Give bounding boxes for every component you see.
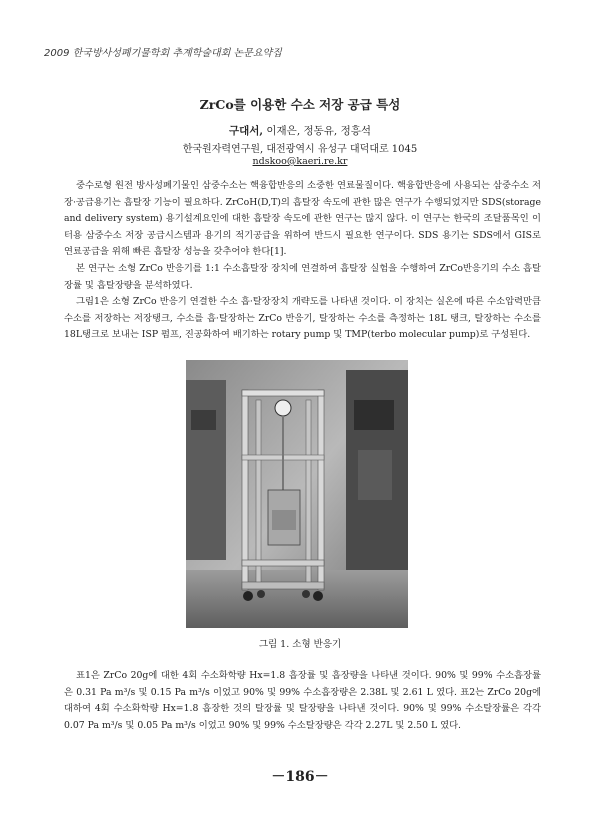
affiliation: 한국원자력연구원, 대전광역시 유성구 대덕대로 1045 [182,144,418,155]
body-text-results [64,668,541,734]
author-email: ndskoo@kaeri.re.kr [252,156,348,167]
running-header: 2009 한국방사성폐기물학회 추계학술대회 논문요약집 [44,48,282,59]
presenting-author: 구대서, [228,125,264,137]
page-number: －186－ [271,769,329,785]
paragraph-3: 그림1은 소형 ZrCo 반응기 연결한 수소 흡·탈장장치 개략도를 나타낸 것이다. 이 장치는 실온에 따른 수소압력만큼 수소를 저장하는 저장탱크, 수소를 흡·탈장하는 ZrCo 반응기, 탈장하는 수소를 측정하는 18L 탱크, 탈장하는 수소를 18L탱크로 보내는 ISP 펌프, 진공화하여 배기하는 rotary pump 및 TMP(terbo molecular pump)로 구성된다. [64,296,541,341]
paragraph-1: 중수로형 원전 방사성폐기물인 삼중수소는 핵융합반응의 소중한 연료물질이다. 핵융합반응에 사용되는 삼중수소 저장·공급용기는 흡탈장 기능이 필요하다. ZrCoH(D,T)의 흡탈장 속도에 관한 많은 연구가 수행되었지만 SDS(storage and delivery system) 용기설계요인에 대한 흡탈장 속도에 관한 연구는 많지 않다. 이 연구는 한국의 조달품목인 이터용 삼중수소 저장 공급시스템과 용기의 적기공급을 위하여 반드시 필요한 연구이다. SDS 용기는 SDS에서 GIS로 연료공급을 위해 빠른 흡탈장 성능을 갖추어야 한다[1]. [64,180,541,258]
paper-title: ZrCo를 이용한 수소 저장 공급 특성 [199,97,401,112]
body-text [64,178,541,344]
co-authors: 이재은, 정동유, 정흥석 [263,125,372,137]
reactor-apparatus-illustration [186,360,408,628]
reactor-photo [186,360,408,628]
paragraph-2: 본 연구는 소형 ZrCo 반응기를 1:1 수소흡탈장 장치에 연결하여 흡탈장 실험을 수행하여 ZrCo반응기의 수소 흡탈장률 및 흡탈장량을 분석하였다. [64,262,541,291]
figure-caption: 그림 1. 소형 반응기 [258,639,342,650]
author-line [0,123,600,138]
paragraph-4: 표1은 ZrCo 20g에 대한 4회 수소화학량 Hx=1.8 흡장률 및 흡장량을 나타낸 것이다. 90% 및 99% 수소흡장률은 0.31 Pa m³/s 및 0.15 Pa m³/s 이었고 90% 및 99% 수소흡장량은 2.38L 및 2.61 L 였다. 표2는 ZrCo 20g에 대하여 4회 수소화학량 Hx=1.8 흡장한 것의 탈장률 및 탈장량을 나타낸 것이다. 90% 및 99% 수소탈장률은 각각 0.07 Pa m³/s 및 0.05 Pa m³/s 이었고 90% 및 99% 수소탈장량은 각각 2.27L 및 2.50 L 였다. [64,670,541,731]
